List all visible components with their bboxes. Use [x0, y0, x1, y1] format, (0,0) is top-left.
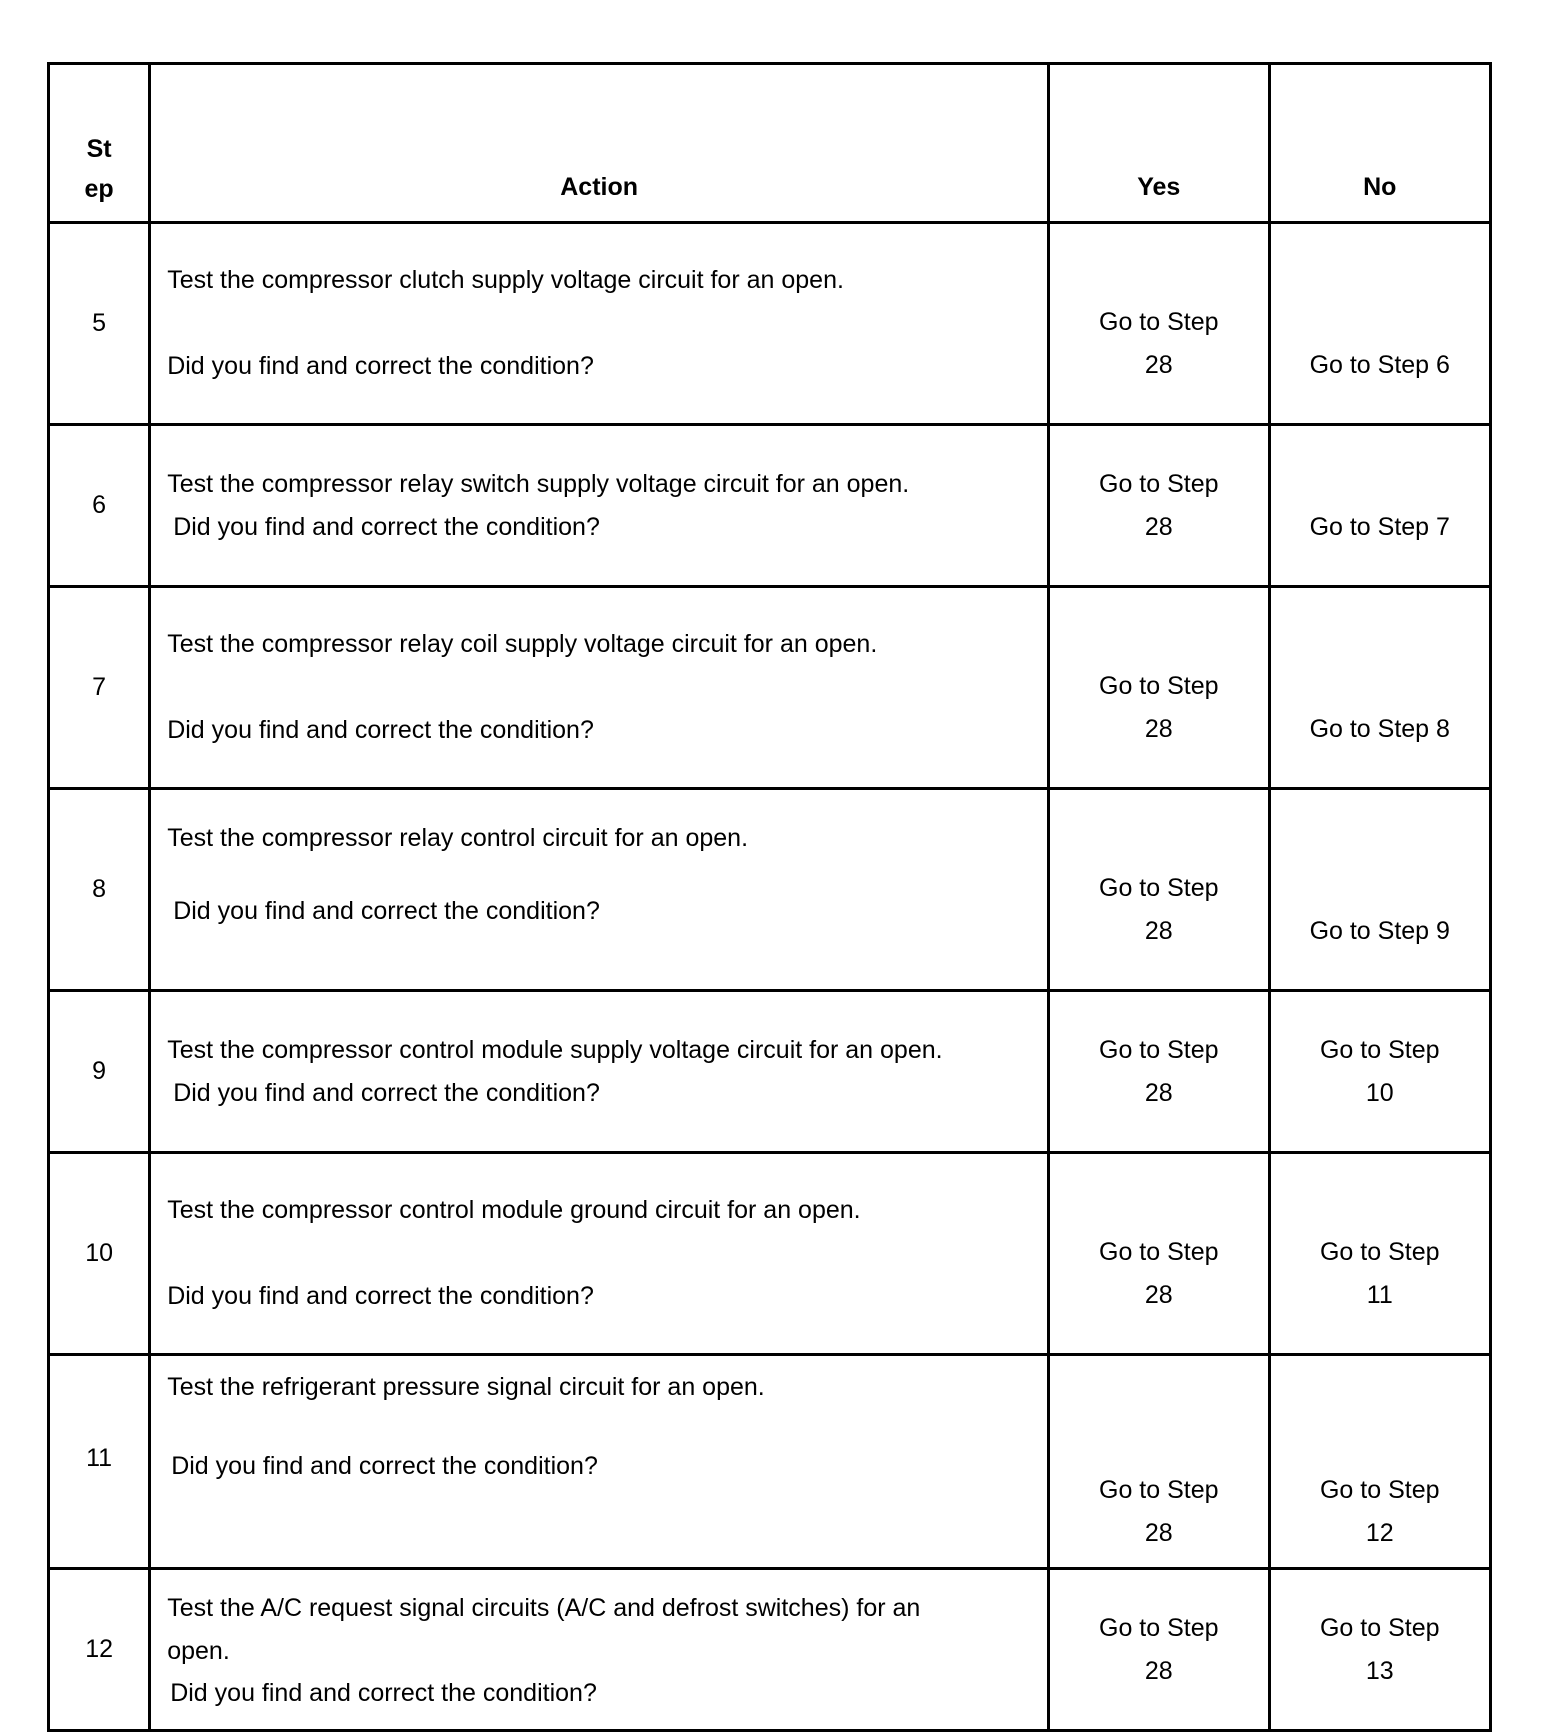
action-cell	[150, 991, 1049, 1153]
yes-step-target: 28	[1144, 1519, 1173, 1547]
action-test-text: Test the A/C request signal circuits (A/C and defrost switches) for an open.	[167, 1593, 921, 1665]
no-go-label	[1271, 463, 1489, 506]
action-question-text: Did you find and correct the condition?	[170, 1678, 597, 1707]
step-number: 9	[49, 991, 150, 1153]
header-yes: Yes	[1049, 64, 1269, 223]
no-step-target: Go to Step 8	[1309, 714, 1450, 743]
action-cell	[150, 425, 1049, 587]
action-cell	[150, 1153, 1049, 1355]
no-cell	[1269, 1569, 1490, 1731]
action-question-text: Did you find and correct the condition?	[171, 1452, 598, 1480]
step-number: 5	[49, 223, 150, 425]
yes-cell	[1049, 1355, 1269, 1569]
action-test-text: Test the compressor relay switch supply voltage circuit for an open.	[167, 469, 910, 498]
yes-go-label: Go to Step	[1099, 873, 1219, 902]
action-cell	[150, 1569, 1049, 1731]
action-cell	[150, 1355, 1049, 1569]
table-row	[49, 1153, 1491, 1355]
no-go-label: Go to Step	[1319, 1476, 1440, 1504]
action-test-text: Test the compressor clutch supply voltage circuit for an open.	[167, 266, 844, 294]
action-test-text: Test the compressor control module supply voltage circuit for an open.	[167, 1035, 943, 1064]
yes-step-target: 28	[1144, 916, 1173, 945]
no-go-label	[1271, 867, 1489, 910]
action-test-text: Test the compressor control module ground circuit for an open.	[167, 1196, 861, 1224]
yes-go-label: Go to Step	[1099, 1476, 1219, 1504]
action-question-text: Did you find and correct the condition?	[173, 1078, 600, 1107]
yes-go-label: Go to Step	[1099, 1237, 1219, 1266]
yes-step-target: 28	[1144, 1280, 1173, 1309]
no-step-target: 10	[1365, 1078, 1394, 1107]
action-cell	[150, 587, 1049, 789]
no-step-target: Go to Step 7	[1309, 512, 1450, 541]
header-step-line1: St	[86, 135, 112, 163]
step-number: 7	[49, 587, 150, 789]
no-go-label	[1271, 665, 1489, 708]
yes-go-label: Go to Step	[1099, 1035, 1219, 1064]
yes-cell	[1049, 223, 1269, 425]
no-step-target: 12	[1365, 1519, 1394, 1547]
no-cell	[1269, 425, 1490, 587]
no-go-label: Go to Step	[1319, 1613, 1440, 1642]
step-number: 10	[49, 1153, 150, 1355]
step-number: 12	[49, 1569, 150, 1731]
yes-cell	[1049, 991, 1269, 1153]
yes-go-label: Go to Step	[1099, 469, 1219, 498]
yes-cell	[1049, 587, 1269, 789]
no-step-target: Go to Step 9	[1309, 916, 1450, 945]
no-cell	[1269, 991, 1490, 1153]
no-cell	[1269, 587, 1490, 789]
header-step	[49, 64, 150, 223]
no-go-label	[1271, 301, 1489, 344]
yes-go-label: Go to Step	[1099, 671, 1219, 700]
yes-go-label: Go to Step	[1099, 1613, 1219, 1642]
yes-cell	[1049, 789, 1269, 991]
action-test-text: Test the compressor relay coil supply voltage circuit for an open.	[167, 630, 878, 658]
yes-step-target: 28	[1144, 1078, 1173, 1107]
table-header	[49, 64, 1491, 223]
no-cell	[1269, 223, 1490, 425]
no-step-target: Go to Step 6	[1309, 350, 1450, 379]
header-step-line2: ep	[84, 175, 114, 203]
table-body	[49, 223, 1491, 1731]
no-cell	[1269, 1153, 1490, 1355]
no-go-label: Go to Step	[1319, 1237, 1440, 1266]
diagnostic-step-table	[47, 62, 1492, 1732]
header-action: Action	[150, 64, 1049, 223]
table-row	[49, 223, 1491, 425]
action-question-text: Did you find and correct the condition?	[167, 352, 594, 380]
yes-go-label: Go to Step	[1099, 307, 1219, 336]
table-row	[49, 1355, 1491, 1569]
no-step-target: 11	[1366, 1280, 1393, 1309]
action-test-text: Test the compressor relay control circuit for an open.	[167, 823, 749, 852]
table-row	[49, 425, 1491, 587]
action-question-text: Did you find and correct the condition?	[167, 716, 594, 744]
table-row	[49, 587, 1491, 789]
no-cell	[1269, 1355, 1490, 1569]
yes-step-target: 28	[1144, 512, 1173, 541]
no-go-label: Go to Step	[1319, 1035, 1440, 1064]
action-cell	[150, 789, 1049, 991]
table-row	[49, 1569, 1491, 1731]
action-cell	[150, 223, 1049, 425]
yes-step-target: 28	[1144, 1656, 1173, 1685]
yes-cell	[1049, 1153, 1269, 1355]
action-question-text: Did you find and correct the condition?	[167, 1282, 594, 1310]
yes-step-target: 28	[1144, 714, 1173, 743]
action-question-text: Did you find and correct the condition?	[173, 896, 600, 925]
yes-cell	[1049, 425, 1269, 587]
table-row	[49, 789, 1491, 991]
action-test-text: Test the refrigerant pressure signal circuit for an open.	[167, 1373, 765, 1401]
header-no: No	[1269, 64, 1490, 223]
step-number: 8	[49, 789, 150, 991]
table-row	[49, 991, 1491, 1153]
action-question-text: Did you find and correct the condition?	[173, 512, 600, 541]
step-number: 6	[49, 425, 150, 587]
step-number: 11	[49, 1355, 150, 1569]
no-step-target: 13	[1365, 1656, 1394, 1685]
yes-cell	[1049, 1569, 1269, 1731]
header-row	[49, 64, 1491, 223]
no-cell	[1269, 789, 1490, 991]
yes-step-target: 28	[1144, 350, 1173, 379]
